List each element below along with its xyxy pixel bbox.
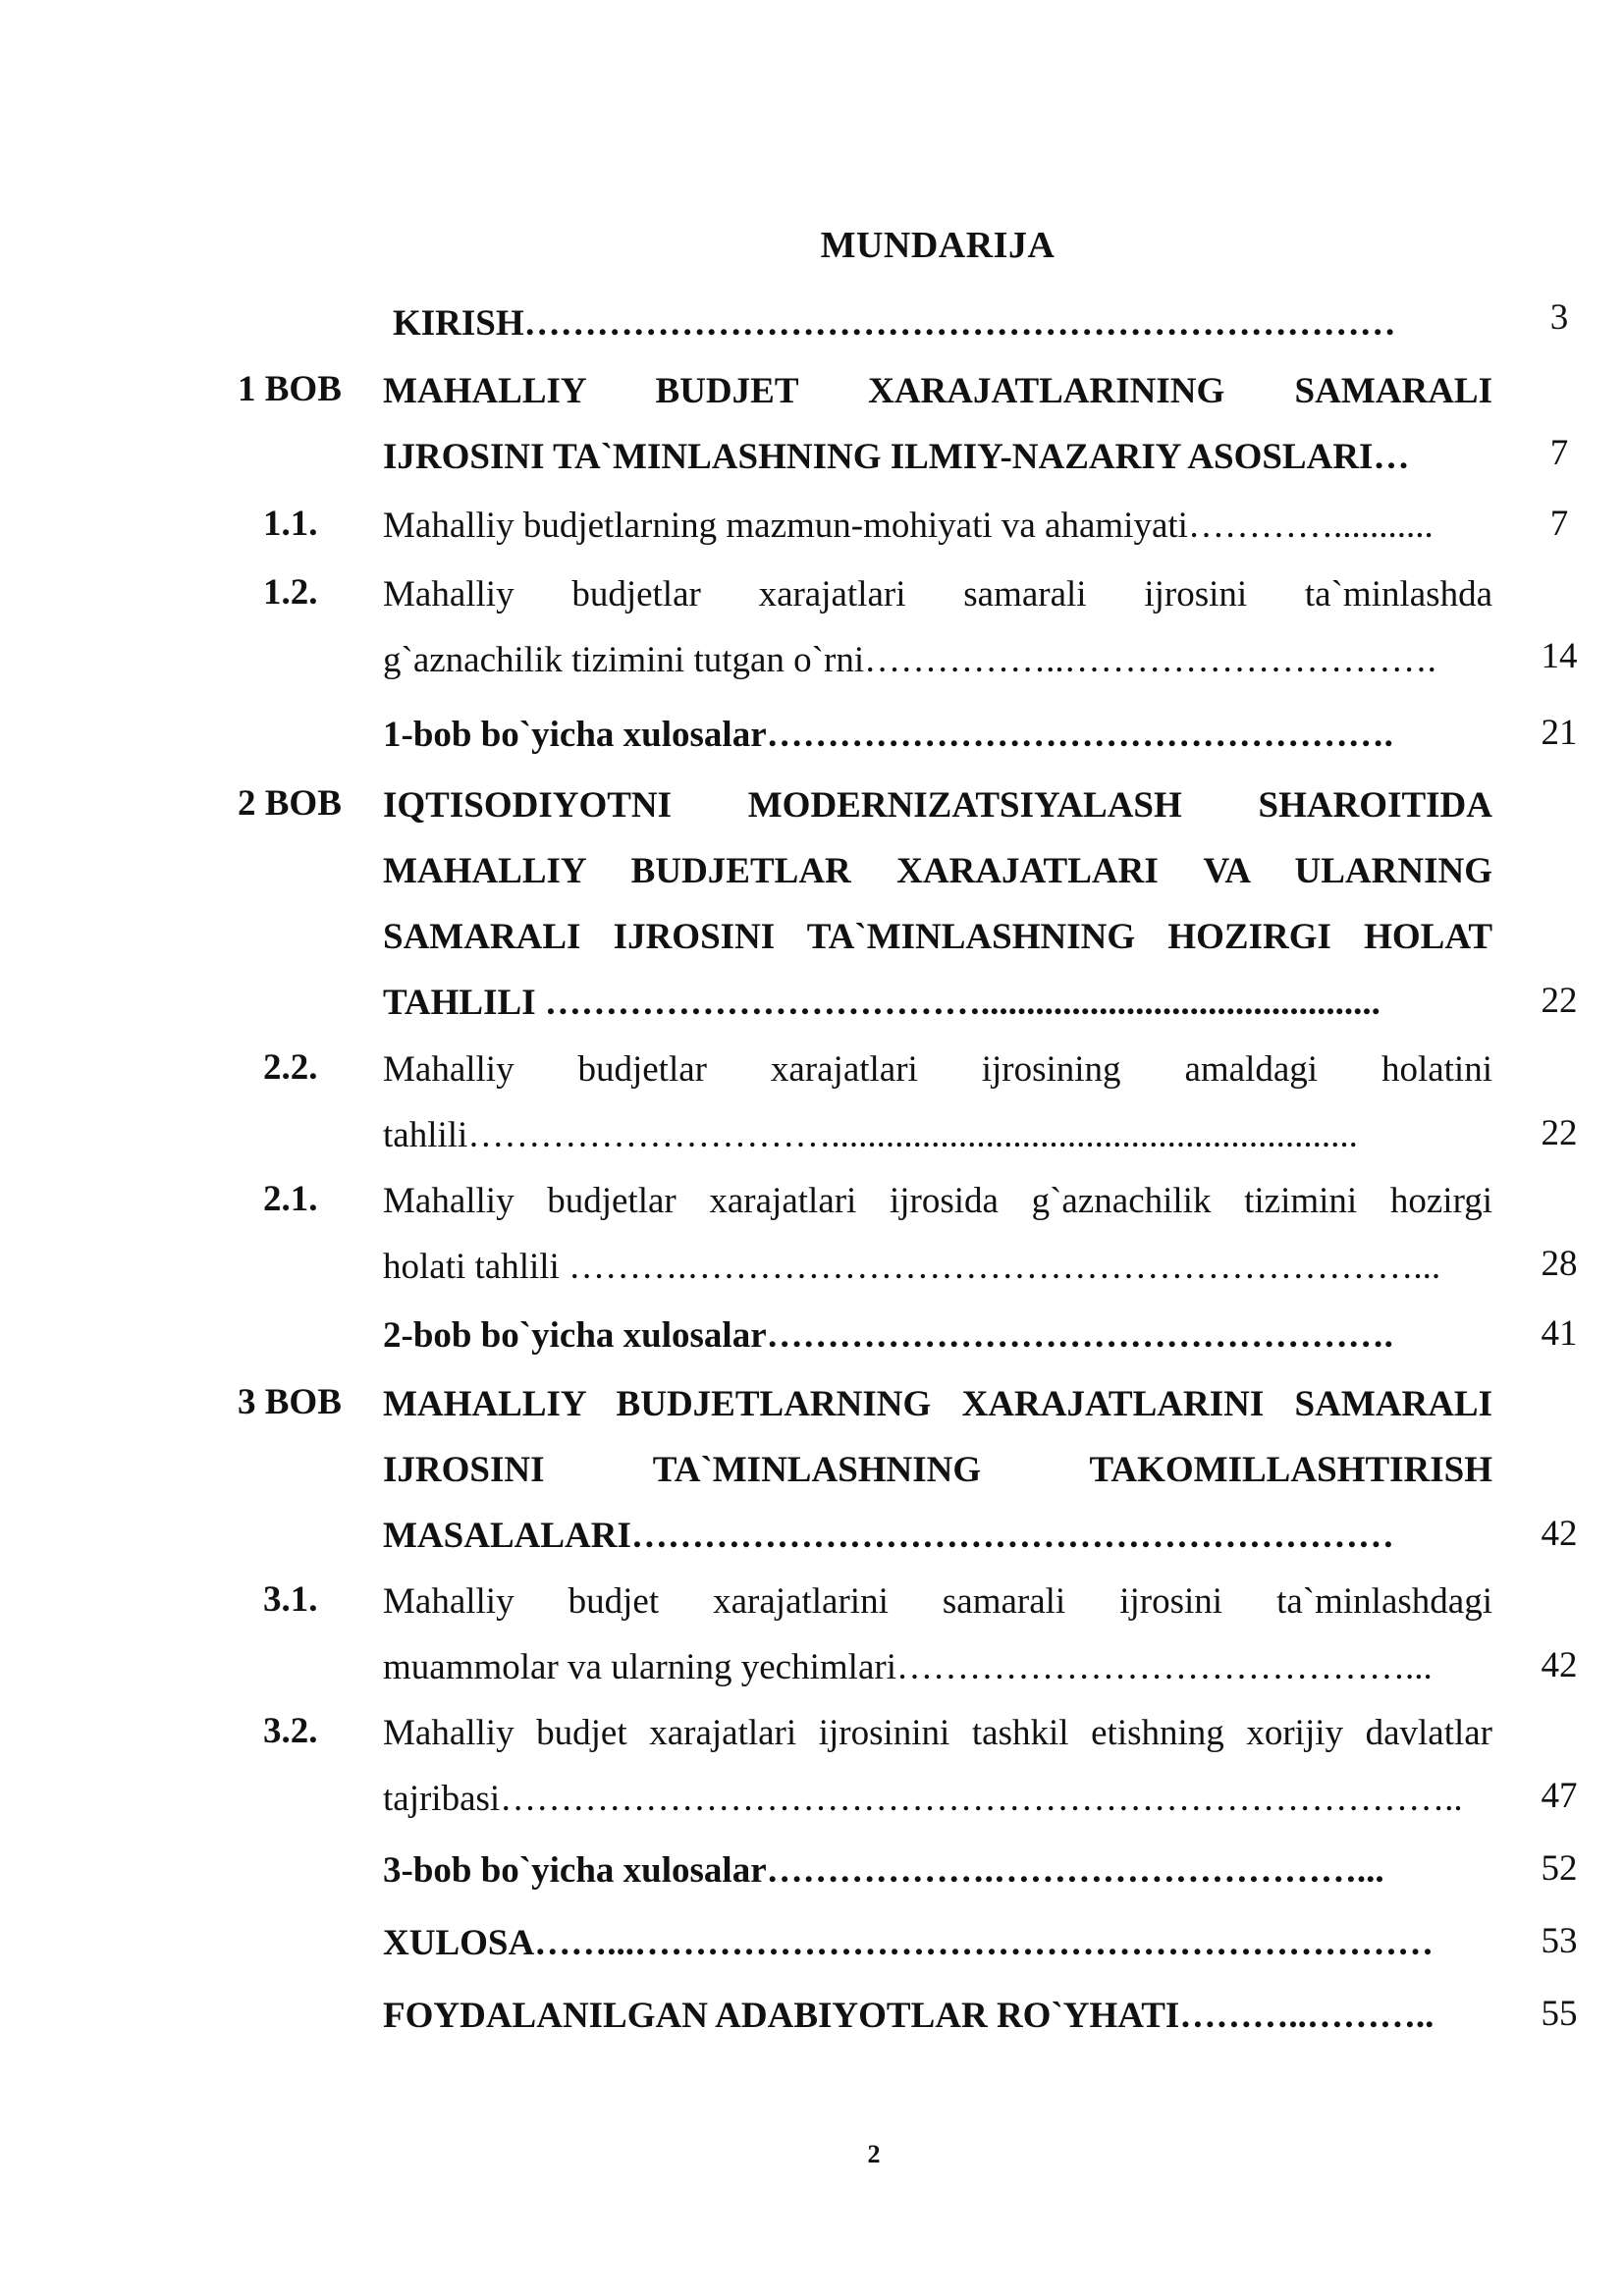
- page-title: MUNDARIJA: [820, 225, 1056, 266]
- toc-entry-text: Mahalliy budjetlar xarajatlari ijrosida g`aznachilik tizimini hozirgi holati tahlili ……….……………………………………………………...: [383, 1181, 1492, 1287]
- toc-page-number: 55: [1541, 1994, 1578, 2034]
- toc-section-number: 1.2.: [263, 572, 318, 613]
- toc-entry-text: 3-bob bo`yicha xulosalar……………….…………………………...: [383, 1850, 1384, 1891]
- toc-page-number: 28: [1541, 1244, 1578, 1284]
- toc-page-number: 42: [1541, 1645, 1578, 1685]
- toc-page-number: 22: [1541, 1113, 1578, 1153]
- toc-entry-text: KIRISH………………………………………………………………: [393, 303, 1396, 344]
- toc-page-number: 21: [1541, 713, 1578, 753]
- toc-entry-text: 1-bob bo`yicha xulosalar…………………………………………….: [383, 715, 1393, 755]
- toc-entry-text: XULOSA……...…………………………………………………………: [383, 1923, 1434, 1963]
- toc-page-number: 3: [1549, 297, 1569, 338]
- toc-chapter-number: 3 BOB: [238, 1382, 342, 1422]
- toc-entry-text: IQTISODIYOTNI MODERNIZATSIYALASH SHAROITIDA MAHALLIY BUDJETLAR XARAJATLARI VA ULARNING SAMARALI IJROSINI TA`MINLASHNING HOZIRGI HOLAT TAHLILI ………………………………............................................: [383, 785, 1492, 1023]
- toc-page-number: 47: [1541, 1776, 1578, 1816]
- toc-entry-text: Mahalliy budjet xarajatlari ijrosinini tashkil etishning xorijiy davlatlar tajribasi……………………………………………………………………..: [383, 1713, 1492, 1819]
- toc-entry-text: 2-bob bo`yicha xulosalar…………………………………………….: [383, 1315, 1393, 1356]
- toc-section-number: 2.2.: [263, 1047, 318, 1088]
- toc-entry-text: MAHALLIY BUDJET XARAJATLARINING SAMARALI IJROSINI TA`MINLASHNING ILMIY-NAZARIY ASOSLARI…: [383, 371, 1492, 477]
- toc-page-number: 22: [1541, 981, 1578, 1021]
- toc-section-number: 3.1.: [263, 1579, 318, 1620]
- toc-page-number: 41: [1541, 1313, 1578, 1354]
- toc-section-number: 1.1.: [263, 504, 318, 544]
- toc-page-number: 7: [1549, 433, 1569, 473]
- toc-page-number: 7: [1549, 504, 1569, 544]
- toc-chapter-number: 1 BOB: [238, 369, 342, 409]
- toc-page-number: 52: [1541, 1848, 1578, 1889]
- toc-page-number: 53: [1541, 1921, 1578, 1961]
- page-number: 2: [867, 2140, 881, 2168]
- toc-entry-text: Mahalliy budjetlar xarajatlari ijrosining amaldagi holatini tahlili…………………………..........................................................: [383, 1049, 1492, 1155]
- toc-section-number: 3.2.: [263, 1711, 318, 1751]
- toc-section-number: 2.1.: [263, 1179, 318, 1219]
- toc-entry-text: Mahalliy budjet xarajatlarini samarali ijrosini ta`minlashdagi muammolar va ularning yechimlari……………………………………...: [383, 1581, 1492, 1687]
- toc-entry-text: Mahalliy budjetlar xarajatlari samarali ijrosini ta`minlashda g`aznachilik tizimini tutgan o`rni……………..………………………….: [383, 574, 1492, 680]
- toc-page-number: 42: [1541, 1514, 1578, 1554]
- toc-entry-text: MAHALLIY BUDJETLARNING XARAJATLARINI SAMARALI IJROSINI TA`MINLASHNING TAKOMILLASHTIRISH MASALALARI………………………………………………………: [383, 1384, 1492, 1556]
- toc-page-number: 14: [1541, 636, 1578, 676]
- toc-entry-text: Mahalliy budjetlarning mazmun-mohiyati va ahamiyati…………...........: [383, 506, 1434, 546]
- toc-entry-text: FOYDALANILGAN ADABIYOTLAR RO`YHATI………..………..: [383, 1996, 1435, 2036]
- toc-chapter-number: 2 BOB: [238, 783, 342, 824]
